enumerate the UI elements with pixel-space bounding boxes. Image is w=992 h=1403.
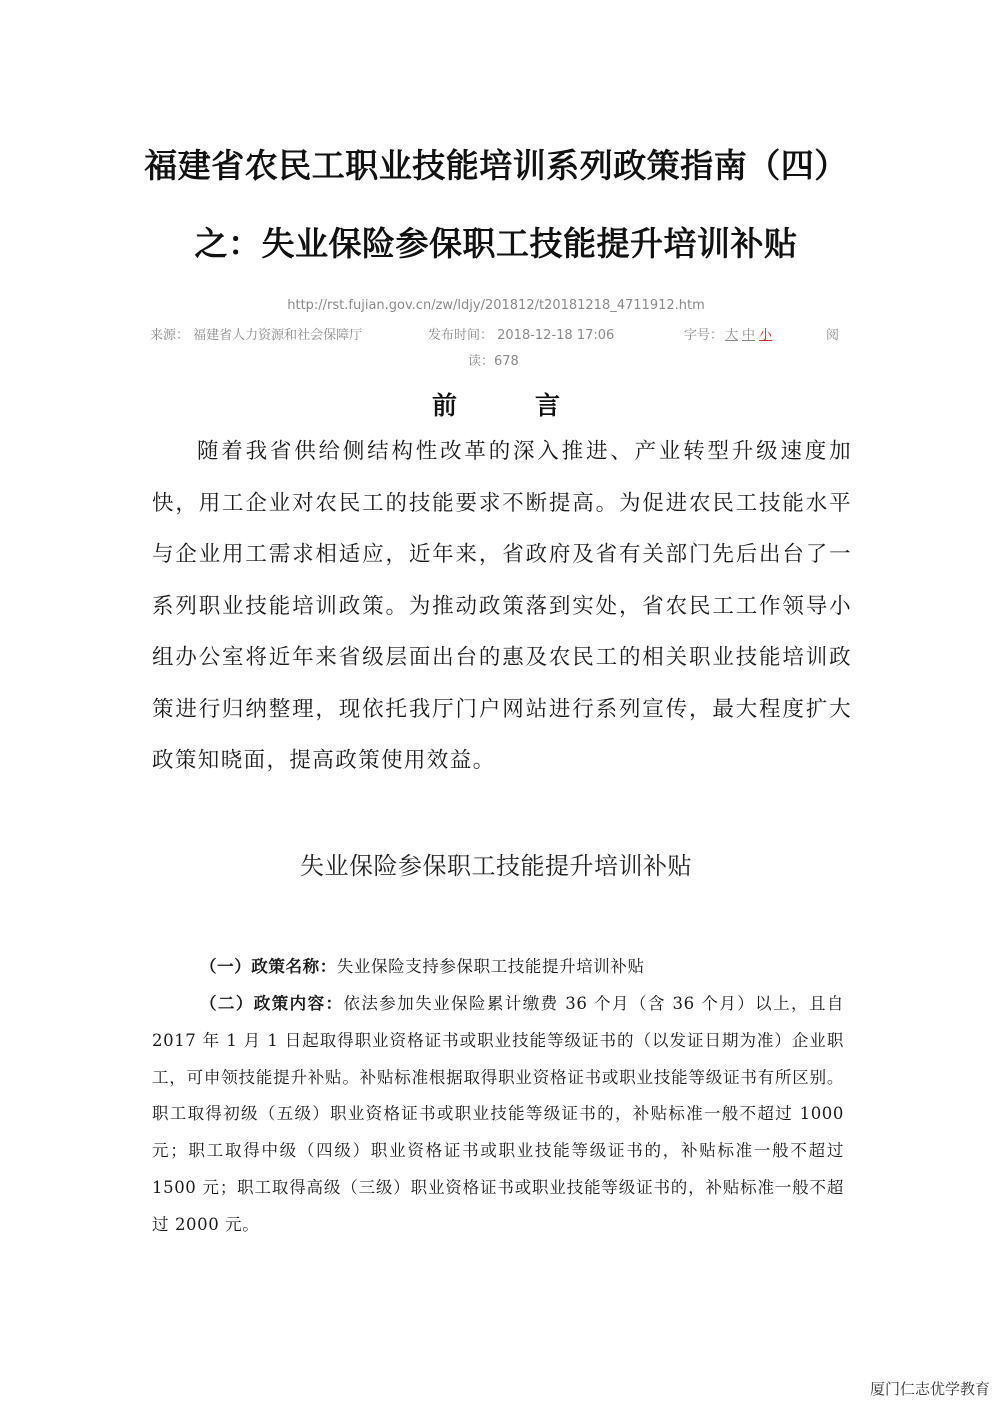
preface-heading: 前言 [431,391,638,420]
policy-content-paragraph [152,986,844,1244]
policy-content-label: （二）政策内容： [200,994,344,1013]
policy-name-paragraph [152,949,844,986]
publish-time: 发布时间： 2018-12-18 17:06 [428,328,615,343]
preface-paragraph: 随着我省供给侧结构性改革的深入推进、产业转型升级速度加快，用工企业对农民工的技能要求不断提高。为促进农民工技能水平与企业用工需求相适应，近年来，省政府及省有关部门先后出台了一系列职业技能培训政策。为推动政策落到实处，省农民工工作领导小组办公室将近年来省级层面出台的惠及农民工的相关职业技能培训政策进行归纳整理，现依托我厅门户网站进行系列宣传，最大程度扩大政策知晓面，提高政策使用效益。 [152,439,852,773]
font-size-switcher [684,324,774,343]
read-count: 读：678 [468,354,519,369]
source-label: 来源： 福建省人力资源和社会保障厅 [150,328,363,343]
policy-name-label: （一）政策名称： [200,957,337,976]
policy-content-text: 依法参加失业保险累计缴费 36 个月（含 36 个月）以上，且自 2017 年 1 月 1 日起取得职业资格证书或职业技能等级证书的（以发证日期为准）企业职工，可申领技能提升补贴。补贴标准根据取得职业资格证书或职业技能等级证书有所区别。职工取得初级（五级）职业资格证书或职业技能等级证书的，补贴标准一般不超过 1000 元；职工取得中级（四级）职业资格证书或职业技能等级证书的，补贴标准一般不超过 1500 元；职工取得高级（三级）职业资格证书或职业技能等级证书的，补贴标准一般不超过 2000 元。 [152,994,844,1234]
policy-name-text: 失业保险支持参保职工技能提升培训补贴 [336,957,645,976]
font-size-medium-link[interactable]: 中 [742,328,756,343]
article-title-line2: 之：失业保险参保职工技能提升培训补贴 [194,224,798,263]
font-size-large-link[interactable]: 大 [725,328,739,343]
section-title: 失业保险参保职工技能提升培训补贴 [300,852,692,880]
source-url[interactable]: http://rst.fujian.gov.cn/zw/ldjy/201812/t20181218_4711912.htm [287,298,705,313]
watermark-text: 厦门仁志优学教育 [869,1380,990,1398]
read-count-label: 阅 [826,328,840,343]
font-size-small-link[interactable]: 小 [759,328,773,343]
font-size-label: 字号： [684,328,724,343]
article-title-line1: 福建省农民工职业技能培训系列政策指南（四） [144,146,848,185]
